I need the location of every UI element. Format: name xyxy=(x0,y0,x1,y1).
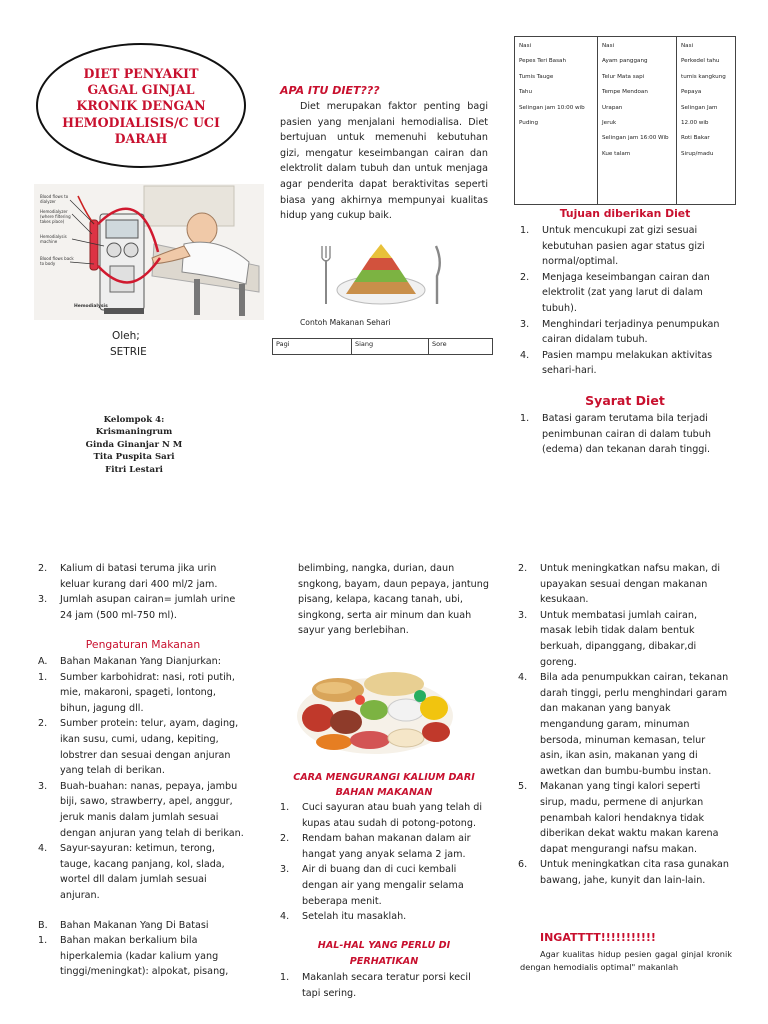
menu-item: Tempe Mendoan xyxy=(602,89,648,96)
requirement-item: 3. Jumlah asupan cairan= jumlah urine 24 jam (500 ml-750 ml). xyxy=(38,594,236,621)
menu-item: Tahu xyxy=(519,89,533,96)
goal-item: 3. Menghindari terjadinya penumpukan cairan didalam tubuh. xyxy=(520,318,720,346)
requirement-item: 2. Kalium di batasi teruma jika urin keluar kurang dari 400 ml/2 jam. xyxy=(38,563,218,590)
figure-label-hemodialysis: Hemodialysis xyxy=(74,304,108,309)
menu-item: Kue talam xyxy=(602,150,631,157)
recommended-foods-heading: A. Bahan Makanan Yang Dianjurkan: xyxy=(38,656,221,667)
food-pyramid-svg xyxy=(316,238,446,306)
food-settings-heading: Pengaturan Makanan xyxy=(85,638,201,651)
what-is-diet-body: Diet merupakan faktor penting bagi pasien yang menjalani hemodialisa. Diet bertujuan untuk memenuhi kebutuhan gizi, mengatur keseimbangan cairan dan elektrolit dalam tubuh dan untuk menjaga agar penderita dapat beraktivitas seperti biasa yang akhirnya mempunyai kualitas hidup yang cukup baik. xyxy=(280,101,488,222)
menu-item: Jeruk xyxy=(602,120,617,127)
recommended-food-item: 4. Sayur-sayuran: ketimun, terong, tauge, kacang panjang, kol, slada, wortel dll dalam jumlah sesuai anjuran. xyxy=(38,843,225,901)
notice-item: 4. Bila ada penumpukkan cairan, tekanan darah tinggi, perlu menghindari garam dan makanan yang banyak mengandung garam, minuman bersoda, minuman kemasan, telur asin, ikan asin, makanan yang di awetkan dan bumbu-bumbu instan. xyxy=(518,672,729,777)
meal-time-table xyxy=(272,338,493,355)
menu-table xyxy=(514,36,736,205)
hemodialysis-figure-svg xyxy=(34,184,264,320)
recommended-food-item: 3. Buah-buahan: nanas, pepaya, jambu biji, sawo, strawberry, apel, anggur, jeruk manis dalam jumlah sesuai dengan anjuran yang telah di berikan. xyxy=(38,780,244,839)
menu-column xyxy=(598,37,677,205)
figure-label-blood-back: Blood flows back to body xyxy=(40,256,74,266)
meal-cell-evening: Sore xyxy=(429,339,493,355)
menu-item: Perkedel tahu xyxy=(681,58,720,65)
group-member: Krismaningrum xyxy=(95,427,173,438)
food-assortment-svg xyxy=(294,660,456,758)
menu-item: Tumis Tauge xyxy=(519,73,554,80)
menu-item: Roti Bakar xyxy=(681,135,710,142)
figure-label-machine: Hemodialysis machine xyxy=(40,234,67,244)
cover-title: DIET PENYAKIT GAGAL GINJAL KRONIK DENGAN HEMODIALISIS/C UCI DARAH xyxy=(62,66,220,146)
group-title: Kelompok 4: xyxy=(103,415,165,425)
group-member: Tita Puspita Sari xyxy=(93,452,175,463)
recommended-food-item: 2. Sumber protein: telur, ayam, daging, ikan susu, cumi, udang, kepiting, lobstrer dan sesuai dengan anjuran yang telah di berikan. xyxy=(38,718,239,777)
limited-food-continued: belimbing, nangka, durian, daun sngkong, bayam, daun pepaya, jantung pisang, kelapa, kacang tanah, ubi, singkong, serta air minum dan kuah sayur yang berlebihan. xyxy=(298,563,489,637)
menu-item: Nasi xyxy=(519,43,532,49)
requirement-item: 1. Batasi garam terutama bila terjadi penimbunan cairan di dalam tubuh (edema) dan tekanan darah tinggi. xyxy=(520,413,711,456)
group-member: Ginda Ginanjar N M xyxy=(85,439,183,450)
potassium-step: 4. Setelah itu masaklah. xyxy=(280,911,407,923)
notice-item: 1. Makanlah secara teratur porsi kecil tapi sering. xyxy=(280,972,471,999)
potassium-heading: CARA MENGURANGI KALIUM DARI BAHAN MAKANAN xyxy=(293,772,475,798)
figure-label-hemodialyzer: Hemodialyzer (where filtering takes place) xyxy=(40,209,71,224)
figure-label-blood-to-dialyzer: Blood flows to dialyzer xyxy=(40,194,69,204)
menu-item: Puding xyxy=(519,120,539,127)
recommended-food-item: 1. Sumber karbohidrat: nasi, roti putih, mie, makaroni, spageti, lontong, bihun, jagung dll. xyxy=(38,671,235,714)
notice-heading: HAL-HAL YANG PERLU DI PERHATIKAN xyxy=(317,940,451,967)
food-pyramid-illustration xyxy=(316,238,446,306)
notice-item: 3. Untuk membatasi jumlah cairan, masak lebih tidak dalam bentuk berkuah, dipanggang, dibakar,di goreng. xyxy=(518,609,698,668)
goals-heading: Tujuan diberikan Diet xyxy=(559,207,691,220)
menu-item: Ayam panggang xyxy=(602,58,648,65)
notice-list xyxy=(280,970,492,1001)
menu-item: Sirup/madu xyxy=(681,150,714,157)
menu-item: Selingan Jam 12.00 wib xyxy=(681,104,718,127)
group-member: Fitri Lestari xyxy=(105,464,163,475)
menu-item: Selingan jam 10:00 wib xyxy=(519,104,585,111)
potassium-step: 3. Air di buang dan di cuci kembali dengan air yang mengalir selama beberapa menit. xyxy=(280,864,464,907)
requirements-heading: Syarat Diet xyxy=(585,393,665,408)
remember-text: Agar kualitas hidup pesien gagal ginjal kronik dengan hemodialis optimal" makanlah xyxy=(520,949,732,972)
by-label: Oleh; xyxy=(112,330,140,342)
menu-item: Urapan xyxy=(602,104,623,111)
notice-item: 5. Makanan yang tingi kalori seperti sirup, madu, permene di anjurkan penambah kalori hendaknya tidak diberikan dekat waktu makan karena dapat mengurangi nafsu makan. xyxy=(518,781,719,855)
limited-food-item: 1. Bahan makan berkalium bila hiperkalemia (kadar kalium yang tinggi/meningkat): alpokat, pisang, xyxy=(38,935,229,978)
menu-item: Nasi xyxy=(602,43,615,49)
notice-item: 2. Untuk meningkatkan nafsu makan, di upayakan sesuai dengan makanan kesukaan. xyxy=(518,563,721,606)
menu-item: Nasi xyxy=(681,43,694,49)
col1-top-list xyxy=(38,561,248,623)
group-members xyxy=(44,414,224,476)
author-name: SETRIE xyxy=(110,346,147,358)
menu-item: Pepes Teri Basah xyxy=(519,58,566,65)
requirements-list xyxy=(520,411,732,458)
potassium-step: 2. Rendam bahan makanan dalam air hangat yang anyak selama 2 jam. xyxy=(280,833,471,860)
goals-list xyxy=(520,223,732,379)
potassium-step: 1. Cuci sayuran atau buah yang telah di kupas atau sudah di potong-potong. xyxy=(280,802,483,829)
menu-item: Selingan jam 16:00 Wib xyxy=(602,135,669,142)
menu-item: tumis kangkung xyxy=(681,73,726,80)
remember-heading: INGATTTT!!!!!!!!!!! xyxy=(540,931,656,944)
goal-item: 2. Menjaga keseimbangan cairan dan elektrolit (zat yang larut di dalam tubuh). xyxy=(520,271,710,314)
menu-column xyxy=(515,37,598,205)
what-is-diet-heading: APA ITU DIET??? xyxy=(280,84,380,97)
menu-item: Telur Mata sapi xyxy=(602,73,645,80)
col1-body xyxy=(38,654,248,980)
goal-item: 4. Pasien mampu melakukan aktivitas sehari-hari. xyxy=(520,349,713,377)
notice-list-continued xyxy=(518,561,730,888)
pyramid-caption: Contoh Makanan Sehari xyxy=(300,318,391,327)
meal-cell-morning: Pagi xyxy=(273,339,352,355)
meal-cell-noon: Siang xyxy=(352,339,429,355)
menu-item: Pepaya xyxy=(681,89,702,96)
goal-item: 1. Untuk mencukupi zat gizi sesuai kebutuhan pasien agar status gizi normal/optimal. xyxy=(520,225,705,268)
hemodialysis-illustration xyxy=(34,184,264,320)
food-assortment-illustration xyxy=(294,660,456,758)
notice-item: 6. Untuk meningkatkan cita rasa gunakan bawang, jahe, kunyit dan lain-lain. xyxy=(518,859,729,886)
menu-column xyxy=(677,37,736,205)
potassium-list xyxy=(280,800,490,925)
limited-foods-heading: B. Bahan Makanan Yang Di Batasi xyxy=(38,919,209,931)
